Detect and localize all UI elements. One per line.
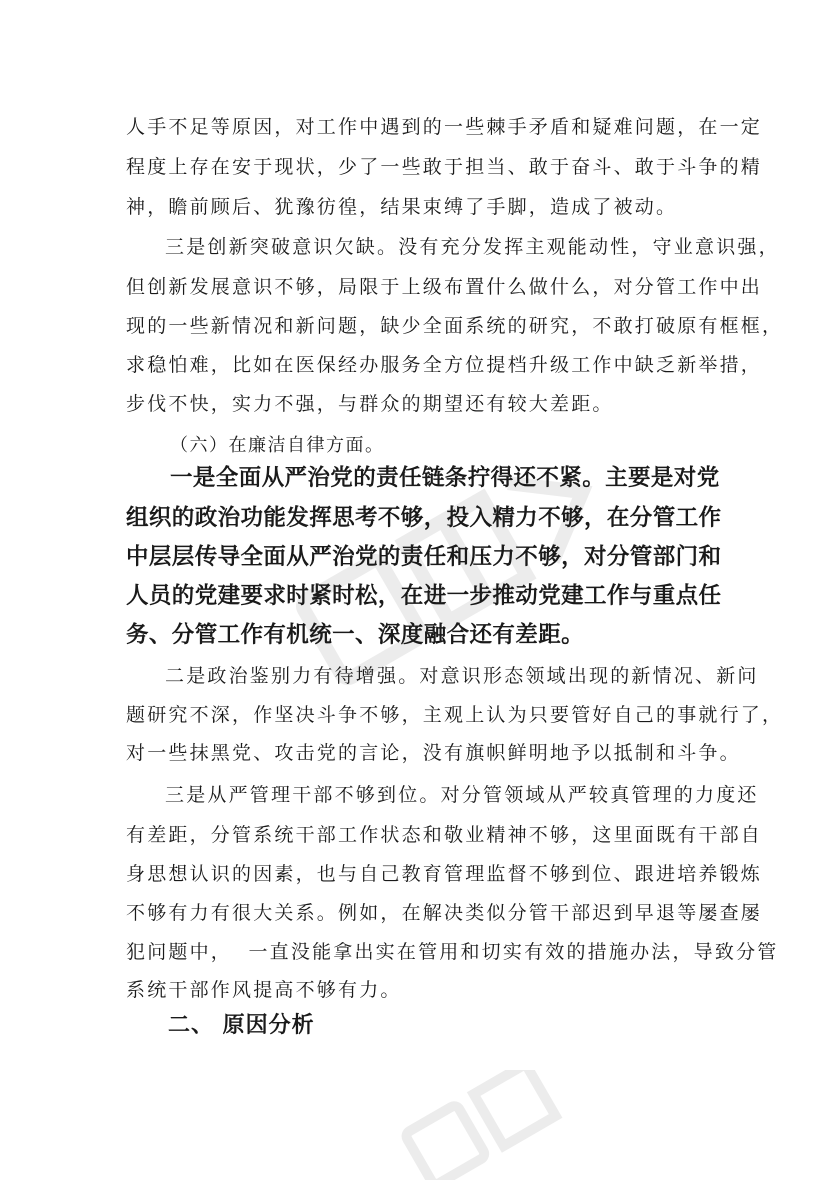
- innovation-line-1: 三是创新突破意识欠缺。没有充分发挥主观能动性，守业意识强，: [165, 236, 780, 258]
- bold-point-line-4: 人员的党建要求时紧时松，在进一步推动党建工作与重点任: [126, 583, 722, 609]
- innovation-line-3: 现的一些新情况和新问题，缺少全面系统的研究，不敢打破原有框框，: [126, 315, 784, 337]
- intro-line-3: 神，瞻前顾后、犹豫彷徨，结果束缚了手脚，造成了被动。: [126, 196, 678, 218]
- innovation-line-2: 但创新发展意识不够，局限于上级布置什么做什么，对分管工作中出: [126, 276, 763, 298]
- bold-point-line-5: 务、分管工作有机统一、深度融合还有差距。: [126, 622, 585, 648]
- intro-line-2: 程度上存在安于现状，少了一些敢于担当、敢于奋斗、敢于斗争的精: [126, 156, 763, 178]
- bold-point-line-3: 中层层传导全面从严治党的责任和压力不够，对分管部门和: [126, 544, 722, 570]
- cadre-line-1: 三是从严管理干部不够到位。对分管领域从严较真管理的力度还: [165, 784, 759, 806]
- political-line-2: 题研究不深，作坚决斗争不够，主观上认为只要管好自己的事就行了，: [126, 704, 784, 726]
- cadre-line-2: 有差距，分管系统干部工作状态和敬业精神不够，这里面既有干部自: [126, 824, 763, 846]
- cadre-line-5: 犯问题中， 一直没能拿出实在管用和切实有效的措施办法，导致分管: [126, 941, 779, 963]
- innovation-line-4: 求稳怕难，比如在医保经办服务全方位提档升级工作中缺乏新举措，: [126, 354, 763, 376]
- political-line-3: 对一些抹黑党、攻击党的言论，没有旗帜鲜明地予以抵制和斗争。: [126, 742, 741, 764]
- intro-line-1: 人手不足等原因，对工作中遇到的一些棘手矛盾和疑难问题，在一定: [126, 116, 763, 138]
- bold-point-line-1: 一是全面从严治党的责任链条拧得还不紧。主要是对党: [170, 465, 720, 491]
- watermark-graphic-bottom: [380, 1070, 580, 1180]
- bold-point-line-2: 组织的政治功能发挥思考不够，投入精力不够，在分管工作: [126, 505, 722, 531]
- innovation-line-5: 步伐不快，实力不强，与群众的期望还有较大差距。: [126, 393, 614, 415]
- cadre-line-4: 不够有力有很大关系。例如，在解决类似分管干部迟到早退等屡查屡: [126, 902, 763, 924]
- subsection-six-title: （六）在廉洁自律方面。: [170, 435, 385, 456]
- section-heading-cause-analysis: 二、 原因分析: [168, 1013, 315, 1038]
- cadre-line-3: 身思想认识的因素，也与自己教育管理监督不够到位、跟进培养锻炼: [126, 863, 763, 885]
- political-line-1: 二是政治鉴别力有待增强。对意识形态领域出现的新情况、新问: [165, 665, 759, 687]
- cadre-line-6: 系统干部作风提高不够有力。: [126, 979, 402, 1001]
